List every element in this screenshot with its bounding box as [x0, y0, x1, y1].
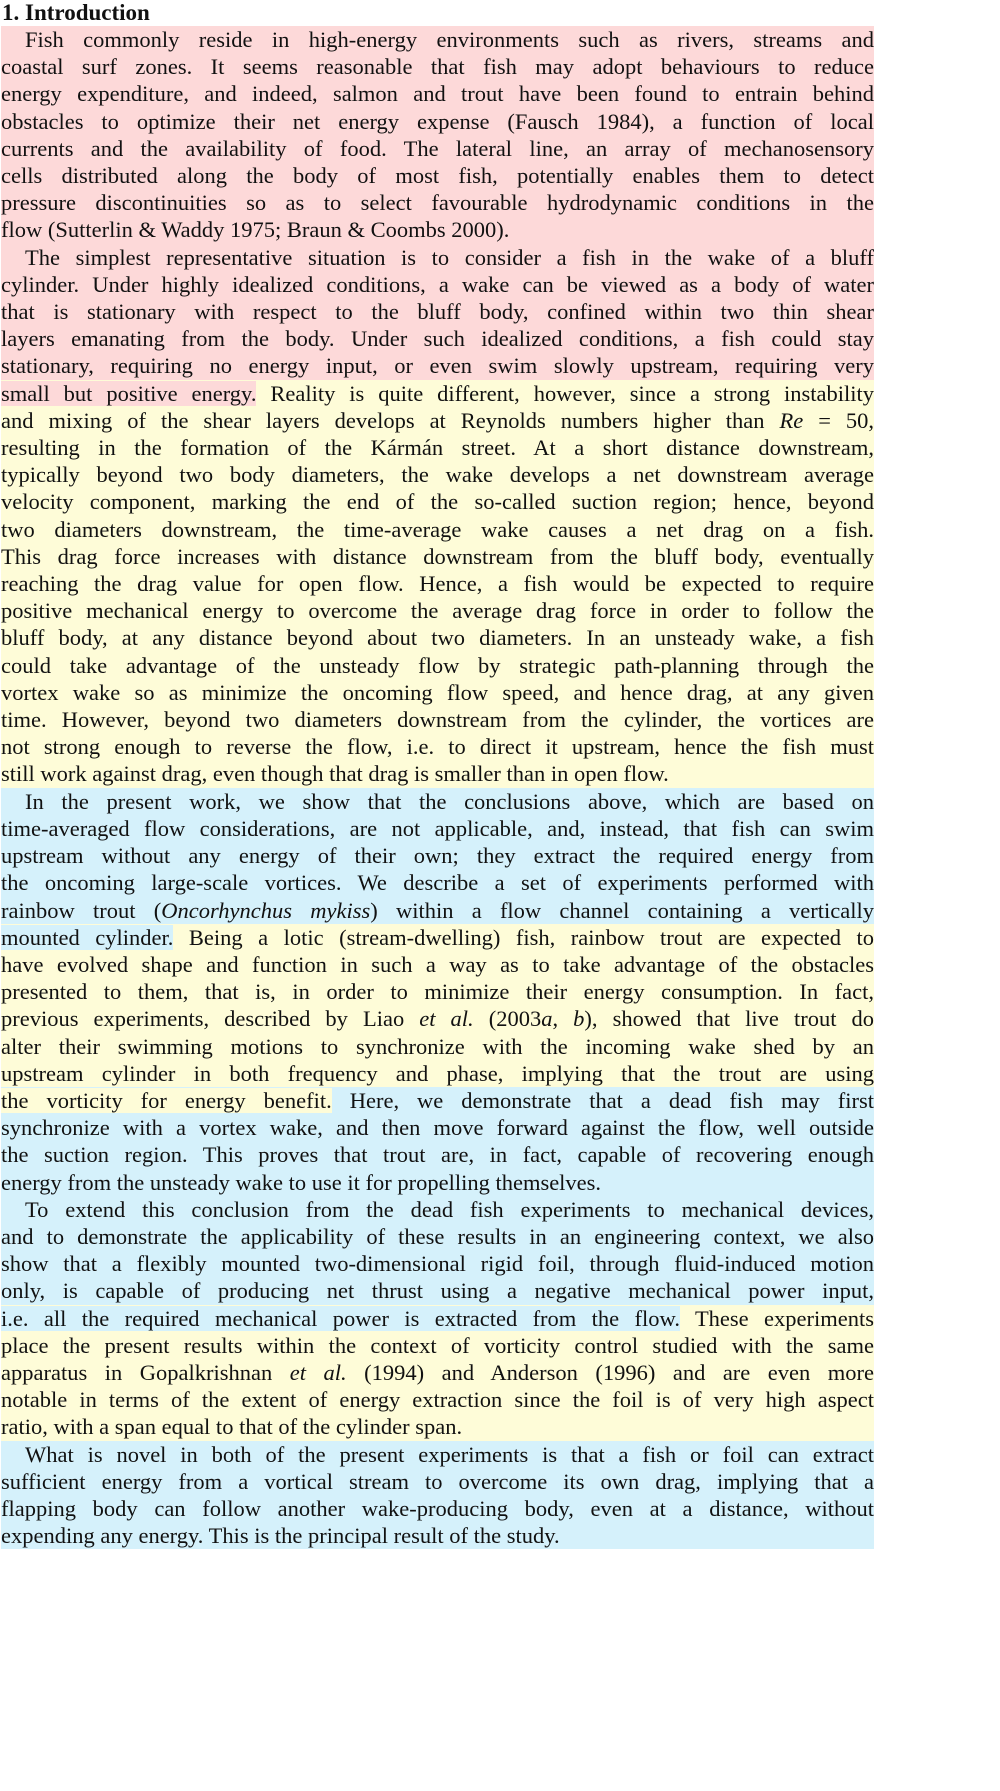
text-line: could take advantage of the unsteady flow by strategic path-planning through the: [1, 652, 874, 678]
text-line: energy from the unsteady wake to use it for propelling themselves.: [1, 1169, 874, 1196]
text-line: In the present work, we show that the conclusions above, which are based on: [1, 788, 874, 815]
highlight-blue: Here, we demonstrate that a dead fish may first: [331, 1087, 874, 1113]
paragraph-4: [0, 1196, 874, 1441]
text-line: that is stationary with respect to the bluff body, confined within two thin shear: [1, 299, 874, 325]
text-line: [1, 380, 874, 407]
paragraph-5: [0, 1441, 874, 1550]
species-name: Oncorhynchus mykiss: [161, 897, 371, 923]
text-line: ratio, with a span equal to that of the cylinder span.: [1, 1413, 874, 1440]
text-line: [1, 1305, 874, 1332]
text-line: alter their swimming motions to synchronize with the incoming wake shed by an: [1, 1033, 874, 1059]
text-segment: previous experiments, described by Liao: [1, 1006, 420, 1032]
text-line: resulting in the formation of the Kármán street. At a short distance downstream,: [1, 435, 874, 461]
highlight-blue: i.e. all the required mechanical power is extracted from the flow.: [1, 1305, 680, 1331]
text-line: positive mechanical energy to overcome the average drag force in order to follow the: [1, 598, 874, 624]
highlight-blue: mounted cylinder.: [1, 924, 174, 950]
paragraph-1: [0, 26, 874, 244]
text-line: The simplest representative situation is to consider a fish in the wake of a bluff: [1, 244, 874, 271]
text-segment: ,: [552, 1006, 574, 1032]
text-segment: ), showed that live trout do: [584, 1006, 875, 1032]
text-segment: and mixing of the shear layers develops at Reynolds numbers higher than: [1, 407, 780, 433]
text-line: have evolved shape and function in such a way as to take advantage of the obstacles: [1, 951, 874, 977]
highlight-yellow: Reality is quite different, however, since a strong instability: [256, 380, 875, 406]
text-line: [1, 407, 874, 434]
section-heading: 1. Introduction: [2, 0, 150, 25]
text-line: velocity component, marking the end of the so-called suction region; hence, beyond: [1, 489, 874, 515]
text-line: reaching the drag value for open flow. Hence, a fish would be expected to require: [1, 571, 874, 597]
text-segment: apparatus in Gopalkrishnan: [1, 1359, 290, 1385]
text-line: time-averaged flow considerations, are not applicable, and, instead, that fish can swim: [1, 815, 874, 841]
text-line: flow (Sutterlin & Waddy 1975; Braun & Coombs 2000).: [1, 216, 874, 243]
text-line: bluff body, at any distance beyond about two diameters. In an unsteady wake, a fish: [1, 625, 874, 651]
text-line: presented to them, that is, in order to minimize their energy consumption. In fact,: [1, 979, 874, 1005]
text-segment: (1994) and Anderson (1996) and are even more: [346, 1359, 875, 1385]
text-line: only, is capable of producing net thrust using a negative mechanical power input,: [1, 1278, 874, 1304]
text-line: [1, 1087, 874, 1114]
text-line: currents and the availability of food. The lateral line, an array of mechanosensory: [1, 135, 874, 161]
text-line: [1, 1005, 874, 1032]
text-line: [1, 897, 874, 924]
paragraph-2: [0, 244, 874, 788]
citation-etal: et al.: [289, 1359, 347, 1385]
text-line: show that a flexibly mounted two-dimensional rigid foil, through fluid-induced motion: [1, 1251, 874, 1277]
text-line: coastal surf zones. It seems reasonable that fish may adopt behaviours to reduce: [1, 54, 874, 80]
text-line: place the present results within the context of vorticity control studied with the same: [1, 1332, 874, 1358]
text-line: vortex wake so as minimize the oncoming flow speed, and hence drag, at any given: [1, 679, 874, 705]
text-segment: ) within a flow channel containing a vertically: [370, 897, 875, 923]
text-line: two diameters downstream, the time-average wake causes a net drag on a fish.: [1, 516, 874, 542]
text-line: energy expenditure, and indeed, salmon and trout have been found to entrain behind: [1, 81, 874, 107]
text-line: upstream without any energy of their own; they extract the required energy from: [1, 843, 874, 869]
highlight-yellow: Being a lotic (stream-dwelling) fish, rainbow trout are expected to: [173, 924, 875, 950]
text-line: the oncoming large-scale vortices. We describe a set of experiments performed with: [1, 870, 874, 896]
text-line: [1, 1359, 874, 1386]
text-line: What is novel in both of the present experiments is that a fish or foil can extract: [1, 1441, 874, 1468]
highlight-yellow: These experiments: [679, 1305, 875, 1331]
reynolds-symbol: Re: [779, 407, 804, 433]
text-segment: rainbow trout (: [1, 897, 162, 923]
text-line: flapping body can follow another wake-producing body, even at a distance, without: [1, 1495, 874, 1521]
text-line: notable in terms of the extent of energy extraction since the foil is of very high aspect: [1, 1387, 874, 1413]
text-line: synchronize with a vortex wake, and then move forward against the flow, well outside: [1, 1115, 874, 1141]
text-line: stationary, requiring no energy input, or even swim slowly upstream, requiring very: [1, 353, 874, 379]
text-line: still work against drag, even though that drag is smaller than in open flow.: [1, 760, 874, 787]
text-line: not strong enough to reverse the flow, i.e. to direct it upstream, hence the fish must: [1, 734, 874, 760]
text-line: pressure discontinuities so as to select favourable hydrodynamic conditions in the: [1, 190, 874, 216]
text-line: sufficient energy from a vortical stream to overcome its own drag, implying that a: [1, 1468, 874, 1494]
text-line: layers emanating from the body. Under such idealized conditions, a fish could stay: [1, 326, 874, 352]
text-line: cylinder. Under highly idealized conditions, a wake can be viewed as a body of water: [1, 271, 874, 297]
text-line: the suction region. This proves that trout are, in fact, capable of recovering enough: [1, 1142, 874, 1168]
text-line: and to demonstrate the applicability of these results in an engineering context, we also: [1, 1223, 874, 1249]
highlight-pink: small but positive energy.: [1, 380, 257, 406]
citation-etal: et al.: [419, 1006, 474, 1032]
citation-suffix: a: [541, 1006, 553, 1032]
highlight-yellow: the vorticity for energy benefit.: [1, 1087, 332, 1113]
text-line: To extend this conclusion from the dead fish experiments to mechanical devices,: [1, 1196, 874, 1223]
text-line: cells distributed along the body of most fish, potentially enables them to detect: [1, 163, 874, 189]
paragraph-3: [0, 788, 874, 1196]
text-line: upstream cylinder in both frequency and phase, implying that the trout are using: [1, 1060, 874, 1086]
text-line: time. However, beyond two diameters downstream from the cylinder, the vortices are: [1, 707, 874, 733]
text-line: expending any energy. This is the principal result of the study.: [1, 1522, 874, 1549]
text-line: obstacles to optimize their net energy expense (Fausch 1984), a function of local: [1, 108, 874, 134]
text-line: This drag force increases with distance downstream from the bluff body, eventually: [1, 543, 874, 569]
text-line: typically beyond two body diameters, the wake develops a net downstream average: [1, 462, 874, 488]
citation-suffix: b: [573, 1006, 585, 1032]
text-segment: = 50,: [803, 407, 874, 433]
text-line: [1, 924, 874, 951]
text-line: Fish commonly reside in high-energy environments such as rivers, streams and: [1, 26, 874, 53]
text-segment: (2003: [473, 1006, 542, 1032]
